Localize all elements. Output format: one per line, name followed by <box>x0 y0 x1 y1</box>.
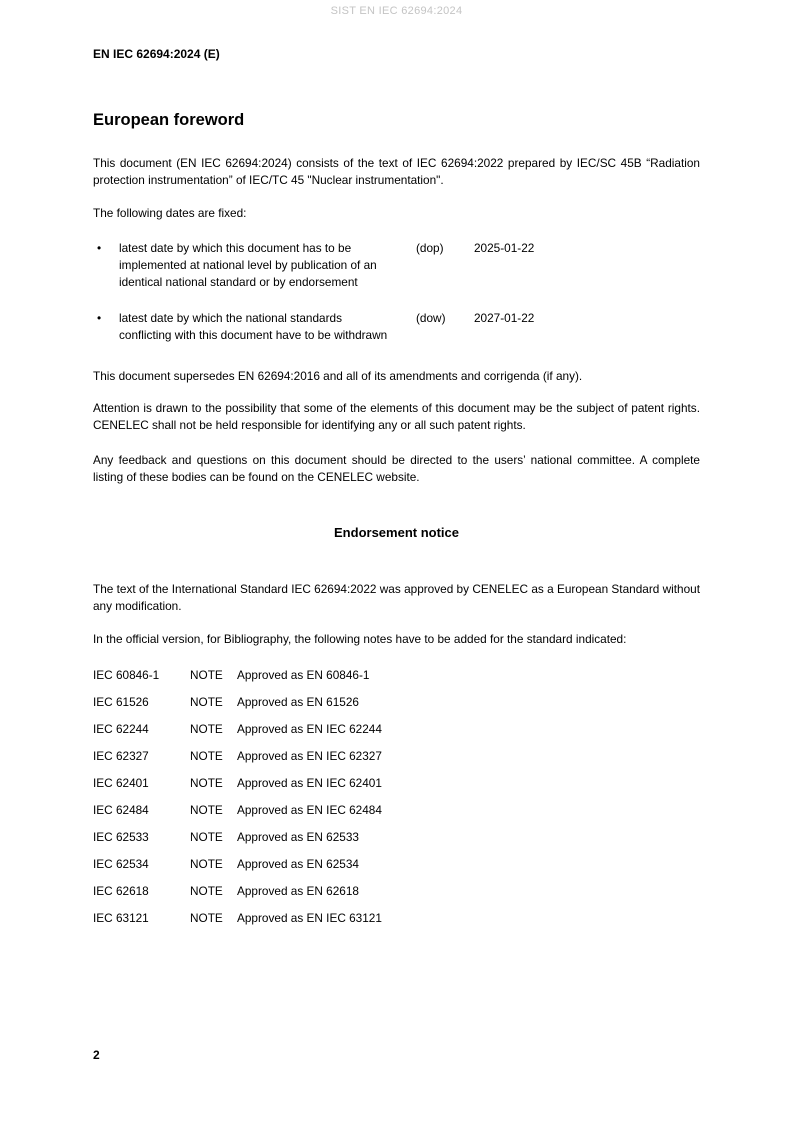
note-text: Approved as EN 61526 <box>237 695 359 709</box>
note-row <box>93 748 700 765</box>
bullet-icon: • <box>97 241 102 255</box>
header-watermark: SIST EN IEC 62694:2024 <box>330 5 463 17</box>
note-standard: IEC 62244 <box>93 722 149 736</box>
endorsement-title: Endorsement notice <box>334 525 459 540</box>
note-standard: IEC 62401 <box>93 776 149 790</box>
note-text: Approved as EN 62534 <box>237 857 359 871</box>
note-label: NOTE <box>190 884 223 898</box>
foreword-intro-paragraph: This document (EN IEC 62694:2024) consists of the text of IEC 62694:2022 prepared by IEC/SC 45B “Radiation protection instrumentation” of IEC/TC 45 "Nuclear instrumentation". <box>93 156 700 187</box>
note-text: Approved as EN IEC 62327 <box>237 749 382 763</box>
note-text: Approved as EN IEC 63121 <box>237 911 382 925</box>
note-label: NOTE <box>190 803 223 817</box>
note-label: NOTE <box>190 695 223 709</box>
note-row <box>93 694 700 711</box>
patent-paragraph: Attention is drawn to the possibility that some of the elements of this document may be the subject of patent rights. CENELEC shall not be held responsible for identifying any or all such patent rights. <box>93 401 700 432</box>
note-text: Approved as EN IEC 62244 <box>237 722 382 736</box>
endorsement-bibliography-paragraph: In the official version, for Bibliography, the following notes have to be added for the standard indicated: <box>93 632 627 646</box>
note-standard: IEC 61526 <box>93 695 149 709</box>
date-item-text: latest date by which this document has to be implemented at national level by publication of an identical national standard or by endorsement <box>119 241 377 289</box>
note-label: NOTE <box>190 911 223 925</box>
note-text: Approved as EN 60846-1 <box>237 668 370 682</box>
note-label: NOTE <box>190 857 223 871</box>
supersedes-paragraph: This document supersedes EN 62694:2016 and all of its amendments and corrigenda (if any). <box>93 369 583 383</box>
note-label: NOTE <box>190 830 223 844</box>
note-row <box>93 802 700 819</box>
note-row <box>93 721 700 738</box>
note-label: NOTE <box>190 749 223 763</box>
document-code: EN IEC 62694:2024 (E) <box>93 47 220 61</box>
page-number: 2 <box>93 1048 100 1062</box>
note-text: Approved as EN IEC 62401 <box>237 776 382 790</box>
note-text: Approved as EN 62618 <box>237 884 359 898</box>
feedback-paragraph: Any feedback and questions on this document should be directed to the users’ national committee. A complete listing of these bodies can be found on the CENELEC website. <box>93 453 700 484</box>
note-standard: IEC 62484 <box>93 803 149 817</box>
note-row <box>93 856 700 873</box>
date-item-code: (dow) <box>416 311 446 325</box>
note-row <box>93 910 700 927</box>
note-row <box>93 883 700 900</box>
note-label: NOTE <box>190 668 223 682</box>
note-standard: IEC 62327 <box>93 749 149 763</box>
endorsement-approved-paragraph: The text of the International Standard IEC 62694:2022 was approved by CENELEC as a European Standard without any modification. <box>93 582 700 613</box>
note-standard: IEC 62618 <box>93 884 149 898</box>
date-item-code: (dop) <box>416 241 444 255</box>
note-standard: IEC 60846-1 <box>93 668 160 682</box>
date-item-date: 2025-01-22 <box>474 241 535 255</box>
note-standard: IEC 63121 <box>93 911 149 925</box>
note-text: Approved as EN IEC 62484 <box>237 803 382 817</box>
date-item-date: 2027-01-22 <box>474 311 535 325</box>
note-label: NOTE <box>190 776 223 790</box>
note-standard: IEC 62533 <box>93 830 149 844</box>
date-item-dow <box>93 310 700 344</box>
note-row <box>93 775 700 792</box>
bullet-icon: • <box>97 311 102 325</box>
note-label: NOTE <box>190 722 223 736</box>
foreword-title: European foreword <box>93 111 245 129</box>
note-text: Approved as EN 62533 <box>237 830 359 844</box>
date-item-dop <box>93 240 700 291</box>
note-row <box>93 667 700 684</box>
note-standard: IEC 62534 <box>93 857 149 871</box>
note-row <box>93 829 700 846</box>
bibliography-notes-list <box>93 667 700 937</box>
date-item-text: latest date by which the national standards conflicting with this document have to be withdrawn <box>119 311 388 342</box>
dates-intro: The following dates are fixed: <box>93 206 247 220</box>
